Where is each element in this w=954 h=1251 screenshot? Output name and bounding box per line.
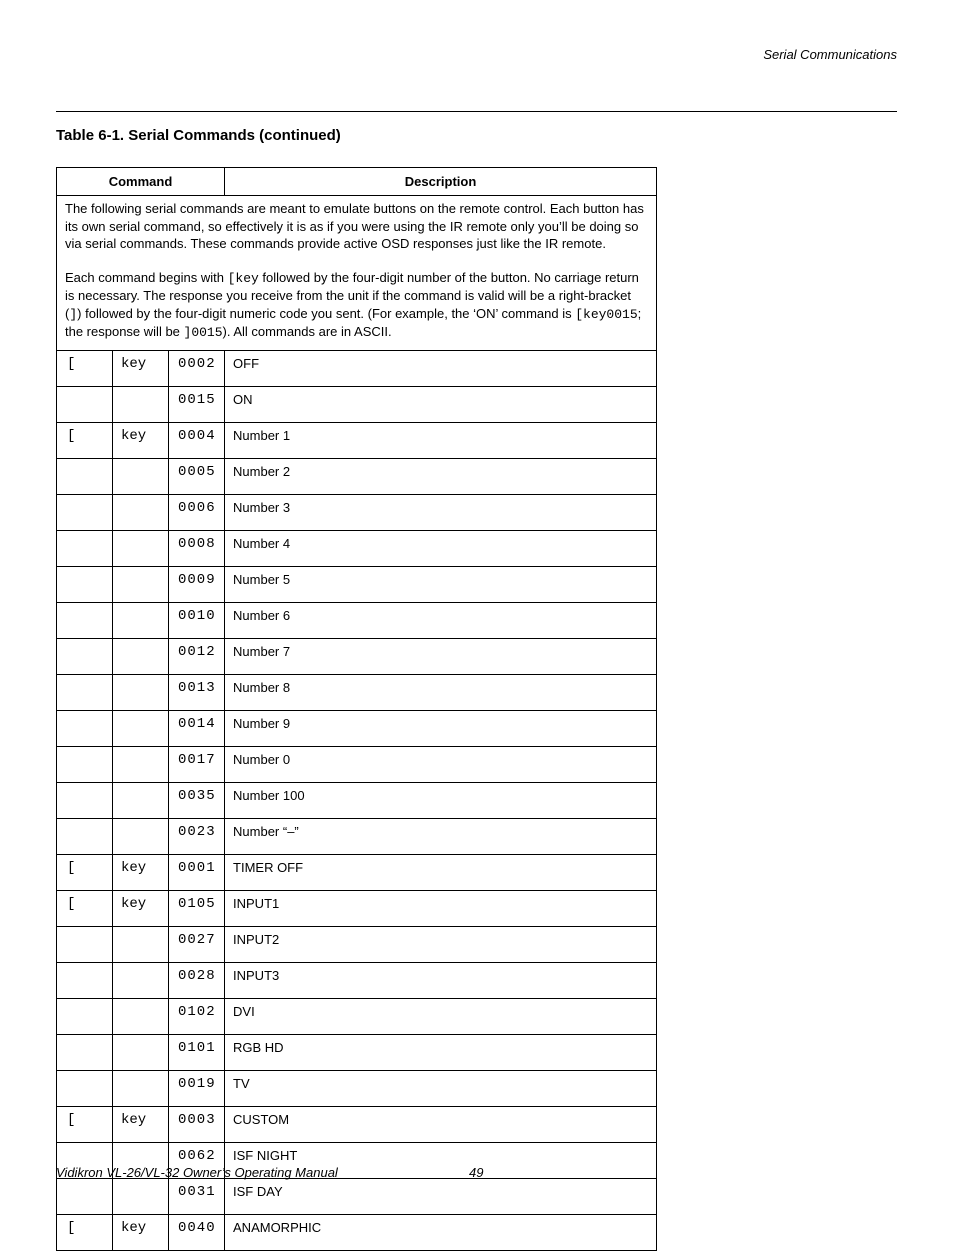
key-cell bbox=[113, 710, 169, 746]
bracket-cell bbox=[57, 566, 113, 602]
description-cell: ISF NIGHT bbox=[225, 1142, 657, 1178]
column-header-command: Command bbox=[57, 168, 225, 196]
key-cell bbox=[113, 638, 169, 674]
bracket-cell bbox=[57, 782, 113, 818]
header-rule bbox=[56, 111, 897, 112]
intro-text: Each command begins with bbox=[65, 269, 228, 285]
table-row bbox=[57, 386, 657, 422]
bracket-cell bbox=[57, 458, 113, 494]
code-cell: 0002 bbox=[169, 350, 225, 386]
table-row bbox=[57, 962, 657, 998]
intro-text: ) followed by the four-digit numeric code you sent. (For example, the ‘ON’ command is bbox=[77, 305, 576, 321]
code-cell: 0102 bbox=[169, 998, 225, 1034]
description-cell: Number 5 bbox=[225, 566, 657, 602]
table-caption: Table 6-1. Serial Commands (continued) bbox=[56, 127, 341, 144]
key-cell: key bbox=[113, 350, 169, 386]
code-snippet: ]0015 bbox=[183, 325, 223, 340]
code-cell: 0027 bbox=[169, 926, 225, 962]
table-row bbox=[57, 746, 657, 782]
table-row bbox=[57, 422, 657, 458]
footer-manual-title: Vidikron VL-26/VL-32 Owner’s Operating Manual bbox=[56, 1165, 338, 1180]
table-row bbox=[57, 1034, 657, 1070]
intro-text: ). All commands are in ASCII. bbox=[222, 324, 392, 339]
description-cell: Number 9 bbox=[225, 710, 657, 746]
key-cell bbox=[113, 386, 169, 422]
description-cell: TIMER OFF bbox=[225, 854, 657, 890]
description-cell: Number 1 bbox=[225, 422, 657, 458]
description-cell: CUSTOM bbox=[225, 1106, 657, 1142]
description-cell: ON bbox=[225, 386, 657, 422]
footer-page-number: 49 bbox=[469, 1165, 484, 1180]
code-cell: 0015 bbox=[169, 386, 225, 422]
description-cell: Number 2 bbox=[225, 458, 657, 494]
table-row bbox=[57, 926, 657, 962]
table-row bbox=[57, 1070, 657, 1106]
table-row bbox=[57, 998, 657, 1034]
code-cell: 0010 bbox=[169, 602, 225, 638]
table-row bbox=[57, 350, 657, 386]
code-snippet: ] bbox=[69, 306, 78, 322]
key-cell bbox=[113, 494, 169, 530]
bracket-cell: [ bbox=[57, 854, 113, 890]
table-row bbox=[57, 458, 657, 494]
code-cell: 0009 bbox=[169, 566, 225, 602]
code-cell: 0001 bbox=[169, 854, 225, 890]
bracket-cell bbox=[57, 746, 113, 782]
bracket-cell bbox=[57, 818, 113, 854]
table-row bbox=[57, 1178, 657, 1214]
description-cell: ISF DAY bbox=[225, 1178, 657, 1214]
description-cell: Number 0 bbox=[225, 746, 657, 782]
bracket-cell bbox=[57, 998, 113, 1034]
table-row bbox=[57, 674, 657, 710]
intro-cell bbox=[57, 196, 657, 351]
key-cell: key bbox=[113, 1214, 169, 1250]
key-cell bbox=[113, 674, 169, 710]
description-cell: INPUT2 bbox=[225, 926, 657, 962]
table-header-row bbox=[57, 168, 657, 196]
code-cell: 0004 bbox=[169, 422, 225, 458]
description-cell: Number 3 bbox=[225, 494, 657, 530]
bracket-cell bbox=[57, 1034, 113, 1070]
table-row bbox=[57, 494, 657, 530]
bracket-cell bbox=[57, 926, 113, 962]
code-cell: 0101 bbox=[169, 1034, 225, 1070]
bracket-cell: [ bbox=[57, 1214, 113, 1250]
table-row bbox=[57, 710, 657, 746]
key-cell bbox=[113, 566, 169, 602]
bracket-cell bbox=[57, 530, 113, 566]
key-cell: key bbox=[113, 422, 169, 458]
bracket-cell bbox=[57, 674, 113, 710]
running-header: Serial Communications bbox=[763, 47, 897, 62]
key-cell bbox=[113, 818, 169, 854]
table-row bbox=[57, 1106, 657, 1142]
key-cell: key bbox=[113, 890, 169, 926]
key-cell bbox=[113, 782, 169, 818]
code-cell: 0017 bbox=[169, 746, 225, 782]
bracket-cell bbox=[57, 1178, 113, 1214]
code-cell: 0014 bbox=[169, 710, 225, 746]
code-cell: 0005 bbox=[169, 458, 225, 494]
bracket-cell bbox=[57, 1070, 113, 1106]
intro-row bbox=[57, 196, 657, 351]
intro-paragraph-2 bbox=[65, 269, 648, 342]
intro-text: followed by the four-digit number of the button. No carriage return is necessary. The response you receive from the unit if the command is valid will be a right-bracket ( bbox=[65, 269, 639, 321]
table-row bbox=[57, 890, 657, 926]
bracket-cell bbox=[57, 494, 113, 530]
table-row bbox=[57, 602, 657, 638]
bracket-cell: [ bbox=[57, 1106, 113, 1142]
key-cell bbox=[113, 530, 169, 566]
code-snippet: [key0015 bbox=[575, 306, 638, 322]
code-cell: 0105 bbox=[169, 890, 225, 926]
bracket-cell bbox=[57, 386, 113, 422]
bracket-cell bbox=[57, 602, 113, 638]
description-cell: Number 6 bbox=[225, 602, 657, 638]
key-cell bbox=[113, 998, 169, 1034]
code-cell: 0028 bbox=[169, 962, 225, 998]
bracket-cell: [ bbox=[57, 350, 113, 386]
description-cell: OFF bbox=[225, 350, 657, 386]
key-cell bbox=[113, 458, 169, 494]
key-cell: key bbox=[113, 1106, 169, 1142]
description-cell: TV bbox=[225, 1070, 657, 1106]
table-row bbox=[57, 530, 657, 566]
key-cell bbox=[113, 746, 169, 782]
description-cell: ANAMORPHIC bbox=[225, 1214, 657, 1250]
code-cell: 0031 bbox=[169, 1178, 225, 1214]
code-cell: 0012 bbox=[169, 638, 225, 674]
table-row bbox=[57, 782, 657, 818]
key-cell bbox=[113, 962, 169, 998]
key-cell bbox=[113, 1178, 169, 1214]
bracket-cell: [ bbox=[57, 422, 113, 458]
code-snippet: [key bbox=[227, 270, 259, 286]
table-row bbox=[57, 1214, 657, 1250]
table-row bbox=[57, 854, 657, 890]
intro-paragraph-1: The following serial commands are meant to emulate buttons on the remote control. Each button has its own serial command, so effectively it is as if you were using the IR remote only you’ll be doing so via serial commands. These commands provide active OSD responses just like the IR remote. bbox=[65, 201, 644, 251]
description-cell: Number “–” bbox=[225, 818, 657, 854]
key-cell bbox=[113, 926, 169, 962]
bracket-cell bbox=[57, 710, 113, 746]
table-row bbox=[57, 818, 657, 854]
description-cell: INPUT1 bbox=[225, 890, 657, 926]
key-cell bbox=[113, 1070, 169, 1106]
code-cell: 0003 bbox=[169, 1106, 225, 1142]
description-cell: Number 4 bbox=[225, 530, 657, 566]
code-cell: 0062 bbox=[169, 1142, 225, 1178]
code-cell: 0023 bbox=[169, 818, 225, 854]
description-cell: Number 8 bbox=[225, 674, 657, 710]
table-row bbox=[57, 638, 657, 674]
bracket-cell bbox=[57, 638, 113, 674]
code-cell: 0035 bbox=[169, 782, 225, 818]
bracket-cell bbox=[57, 962, 113, 998]
column-header-description: Description bbox=[225, 168, 657, 196]
bracket-cell: [ bbox=[57, 890, 113, 926]
table-row bbox=[57, 566, 657, 602]
serial-commands-table bbox=[56, 167, 657, 1251]
key-cell bbox=[113, 1034, 169, 1070]
code-cell: 0019 bbox=[169, 1070, 225, 1106]
code-cell: 0008 bbox=[169, 530, 225, 566]
code-cell: 0013 bbox=[169, 674, 225, 710]
description-cell: Number 100 bbox=[225, 782, 657, 818]
description-cell: RGB HD bbox=[225, 1034, 657, 1070]
code-cell: 0040 bbox=[169, 1214, 225, 1250]
key-cell: key bbox=[113, 854, 169, 890]
intro-text: ; the response will be bbox=[65, 305, 642, 339]
code-cell: 0006 bbox=[169, 494, 225, 530]
description-cell: INPUT3 bbox=[225, 962, 657, 998]
description-cell: DVI bbox=[225, 998, 657, 1034]
description-cell: Number 7 bbox=[225, 638, 657, 674]
key-cell bbox=[113, 602, 169, 638]
